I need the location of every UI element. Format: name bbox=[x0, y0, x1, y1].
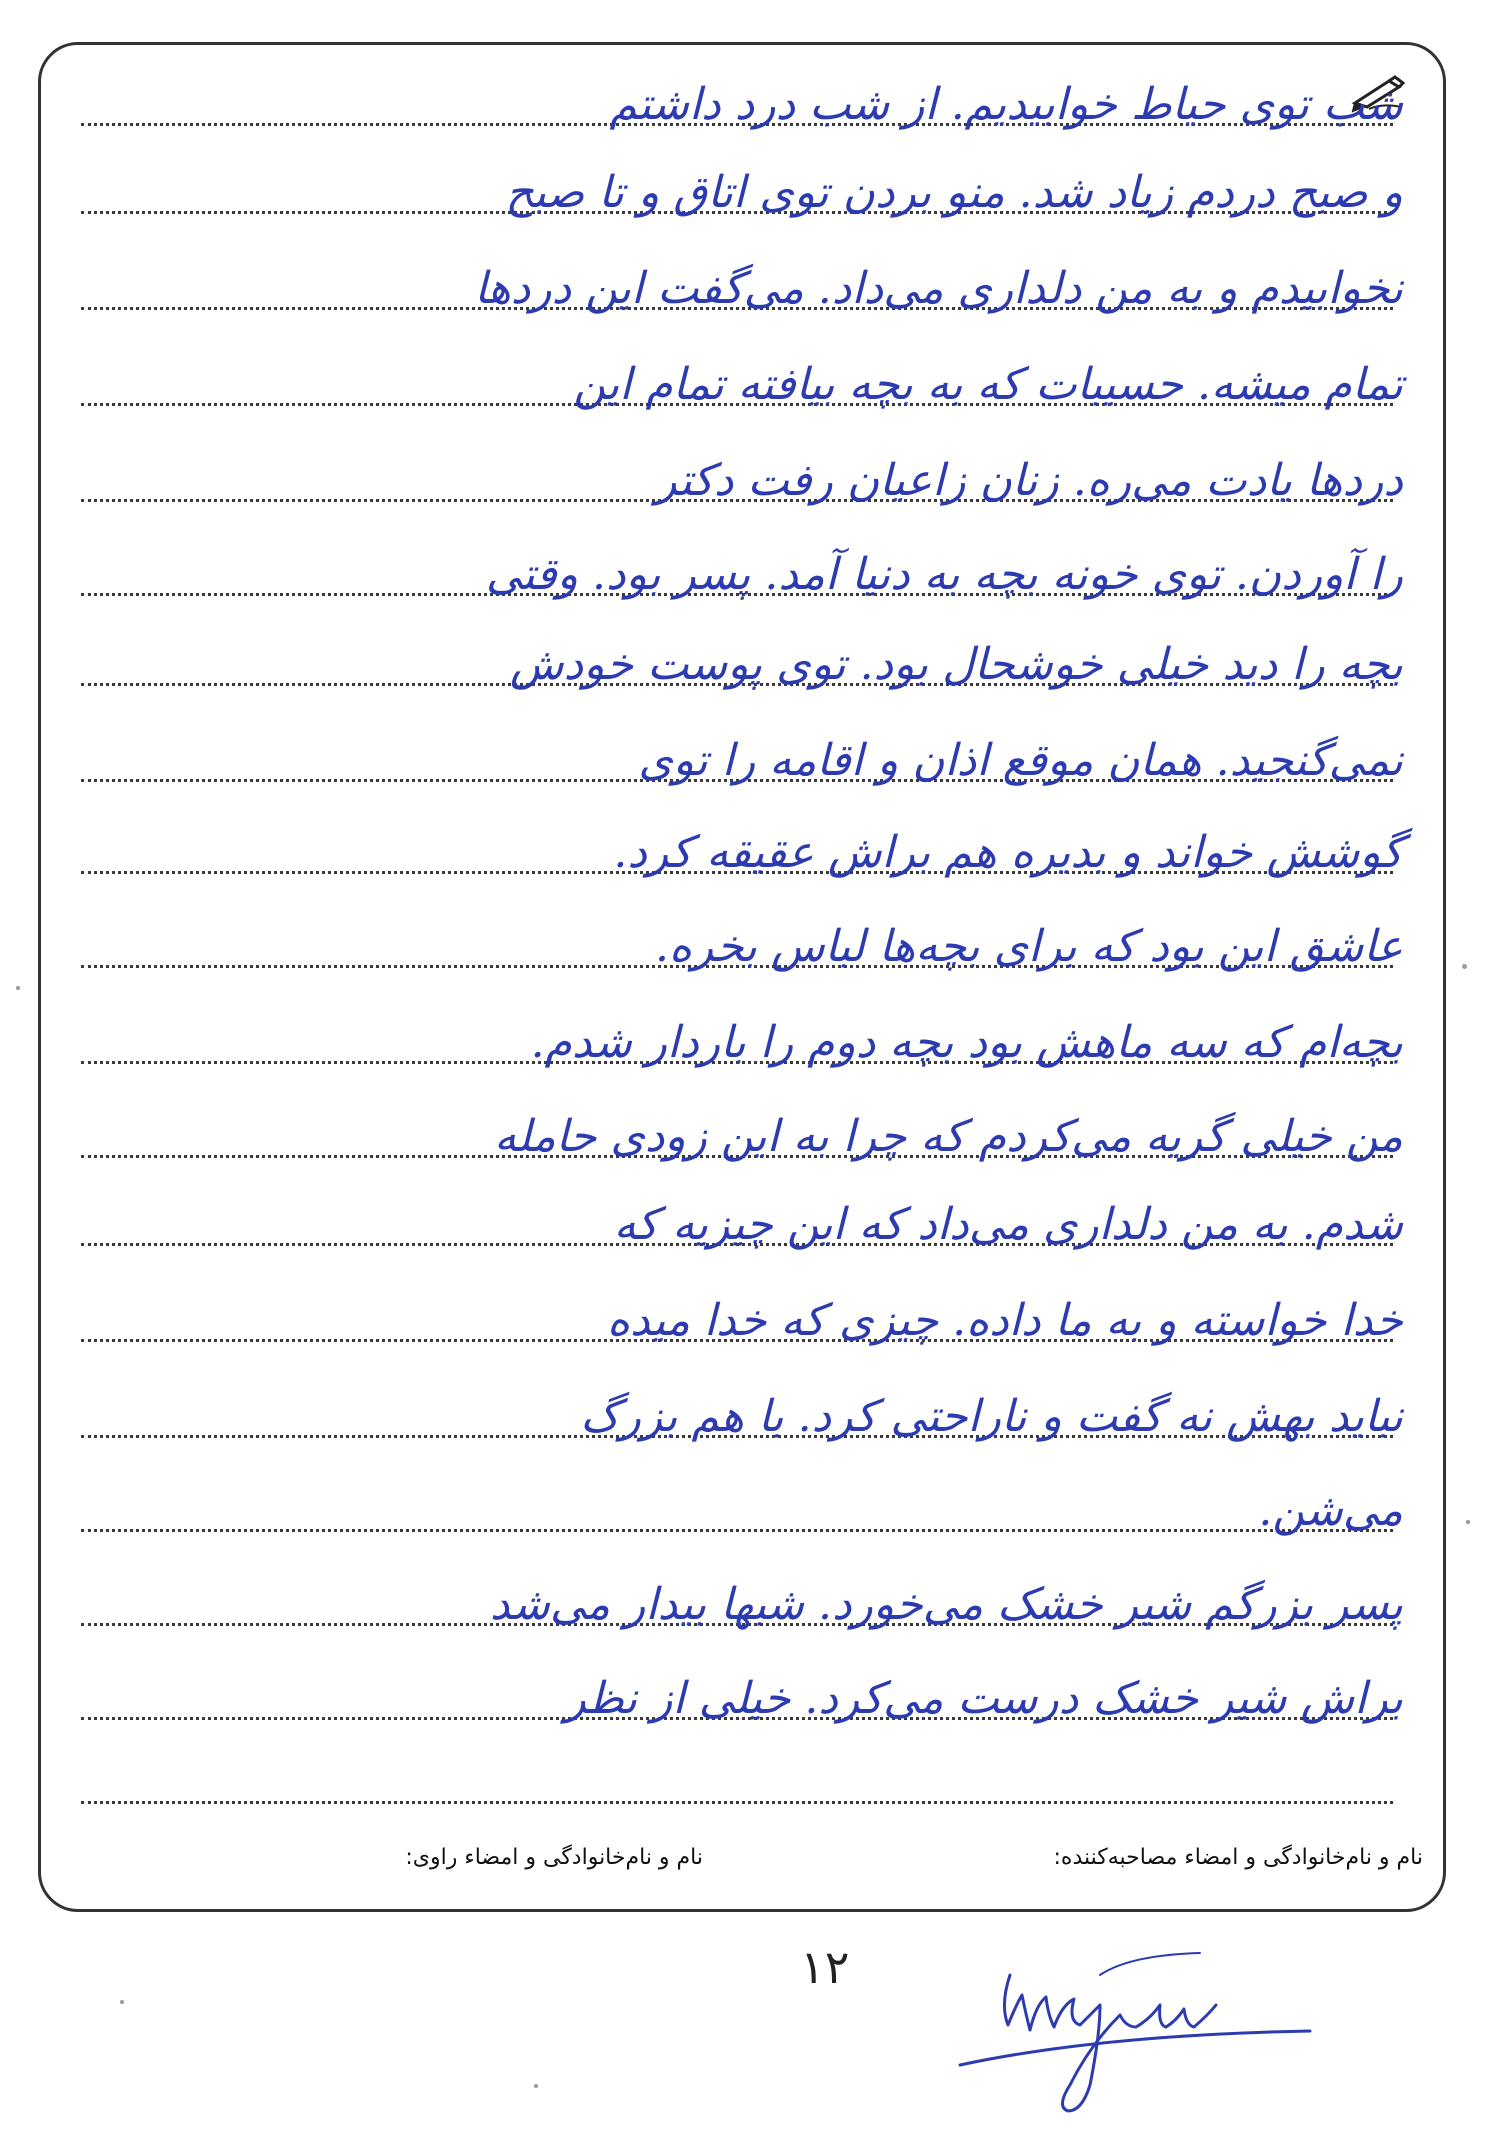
handwritten-line: شدم. به من دلداری می‌داد که این چیزیه که bbox=[613, 1199, 1403, 1250]
handwritten-line: تمام میشه. حسیبات که به بچه بیافته تمام این bbox=[573, 359, 1403, 410]
scan-speck bbox=[534, 2084, 538, 2088]
narrator-signature-label: نام و نام‌خانوادگی و امضاء راوی: bbox=[405, 1845, 703, 1870]
ruled-line bbox=[81, 1529, 1393, 1532]
handwritten-line: گوشش خواند و بدیره هم براش عقیقه کرد. bbox=[613, 827, 1403, 878]
handwritten-line: عاشق این بود که برای بچه‌ها لباس بخره. bbox=[655, 921, 1403, 972]
handwritten-line: نمی‌گنجید. همان موقع اذان و اقامه را توی bbox=[638, 735, 1403, 786]
handwritten-line: را آوردن. توی خونه بچه به دنیا آمد. پسر بود. وقتی bbox=[485, 549, 1403, 600]
ruled-line bbox=[81, 1801, 1393, 1804]
handwritten-line: براش شیر خشک درست می‌کرد. خیلی از نظر bbox=[564, 1673, 1403, 1724]
handwritten-line: بچه‌ام که سه ماهش بود بچه دوم را باردار شدم. bbox=[530, 1017, 1403, 1068]
handwritten-line: خدا خواسته و به ما داده. چیزی که خدا میده bbox=[606, 1295, 1403, 1346]
handwritten-line: دردها یادت می‌ره. زنان زاعیان رفت دکتر bbox=[655, 455, 1403, 506]
scan-speck bbox=[16, 986, 20, 990]
signature-image bbox=[950, 1935, 1330, 2125]
handwritten-line: من خیلی گریه می‌کردم که چرا به این زودی حامله bbox=[494, 1111, 1403, 1162]
page-number: ۱۲ bbox=[800, 1940, 850, 1994]
scan-speck bbox=[1466, 1520, 1470, 1524]
page-frame bbox=[38, 42, 1446, 1912]
interviewer-signature-label: نام و نام‌خانوادگی و امضاء مصاحبه‌کننده: bbox=[1053, 1845, 1423, 1870]
handwritten-line: نخوابیدم و به من دلداری می‌داد. می‌گفت این دردها bbox=[474, 263, 1403, 314]
handwritten-line: می‌شن. bbox=[1258, 1485, 1403, 1536]
handwritten-line: و صبح دردم زیاد شد. منو بردن توی اتاق و تا صبح bbox=[505, 167, 1403, 218]
handwritten-line: پسر بزرگم شیر خشک می‌خورد. شبها بیدار می‌شد bbox=[489, 1579, 1403, 1630]
scan-speck bbox=[120, 2000, 124, 2004]
handwritten-line: شب توی حیاط خوابیدیم. از شب درد داشتم bbox=[609, 79, 1403, 130]
signature-labels bbox=[41, 1845, 1443, 1885]
handwritten-line: نباید بهش نه گفت و ناراحتی کرد. با هم بزرگ bbox=[580, 1391, 1403, 1442]
handwritten-line: بچه را دید خیلی خوشحال بود. توی پوست خودش bbox=[509, 639, 1403, 690]
scan-speck bbox=[1462, 964, 1467, 969]
